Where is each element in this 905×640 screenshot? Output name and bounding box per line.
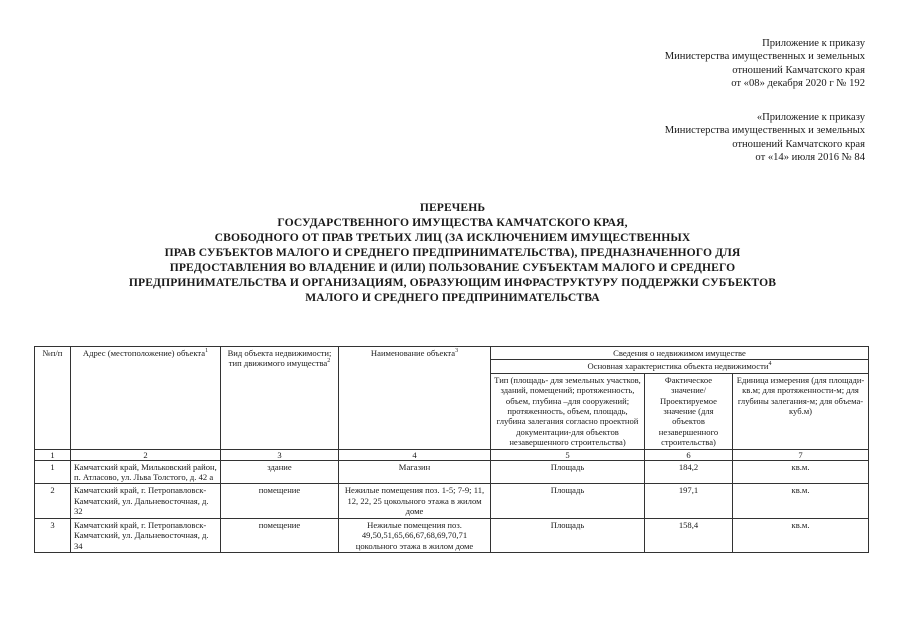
title-line: ГОСУДАРСТВЕННОГО ИМУЩЕСТВА КАМЧАТСКОГО КРАЯ,	[277, 216, 628, 229]
property-registry-table	[34, 346, 869, 553]
row-object-kind: помещение	[221, 518, 339, 552]
header-property-info: Сведения о недвижимом имуществе	[491, 347, 869, 360]
row-object-name: Нежилые помещения поз. 49,50,51,65,66,67,68,69,70,71 цокольного этажа в жилом доме	[339, 518, 491, 552]
row-value: 158,4	[645, 518, 733, 552]
column-number: 4	[339, 449, 491, 460]
title-line: СВОБОДНОГО ОТ ПРАВ ТРЕТЬИХ ЛИЦ (ЗА ИСКЛЮЧЕНИЕМ ИМУЩЕСТВЕННЫХ	[214, 231, 691, 244]
row-unit: кв.м.	[733, 460, 869, 484]
column-number: 6	[645, 449, 733, 460]
column-numbers-row	[35, 449, 869, 460]
table-row	[35, 518, 869, 552]
title-line: ПРАВ СУБЪЕКТОВ МАЛОГО И СРЕДНЕГО ПРЕДПРИНИМАТЕЛЬСТВА), ПРЕДНАЗНАЧЕННОГО ДЛЯ	[164, 246, 741, 259]
appendix-line: Министерства имущественных и земельных	[664, 125, 865, 137]
row-num: 1	[35, 460, 71, 484]
row-address: Камчатский край, г. Петропавловск-Камчатский, ул. Дальневосточная, д. 34	[71, 518, 221, 552]
title-line: ПРЕДОСТАВЛЕНИЯ ВО ВЛАДЕНИЕ И (ИЛИ) ПОЛЬЗОВАНИЕ СУБЪЕКТАМ МАЛОГО И СРЕДНЕГО	[169, 261, 736, 274]
row-object-kind: помещение	[221, 484, 339, 518]
table-row	[35, 460, 869, 484]
row-object-name: Нежилые помещения поз. 1-5; 7-9; 11, 12, 22, 25 цокольного этажа в жилом доме	[339, 484, 491, 518]
row-unit: кв.м.	[733, 484, 869, 518]
header-object-name: Наименование объекта$^3$	[339, 347, 491, 450]
row-num: 3	[35, 518, 71, 552]
column-number: 5	[491, 449, 645, 460]
row-address: Камчатский край, Мильковский район, п. Атласово, ул. Льва Толстого, д. 42 а	[71, 460, 221, 484]
header-main-characteristic: Основная характеристика объекта недвижимости$^4$	[491, 360, 869, 373]
title-line: ПЕРЕЧЕНЬ	[419, 201, 486, 214]
appendix-line: Приложение к приказу	[762, 38, 865, 49]
row-characteristic-type: Площадь	[491, 460, 645, 484]
column-number: 1	[35, 449, 71, 460]
appendix-current-order	[665, 37, 865, 91]
header-characteristic-type: Тип (площадь- для земельных участков, зданий, помещений; протяженность, объем, глубина –для сооружений; протяженность, объем, площадь, глубина залегания согласно проектной документации-для объектов незавершенного строительства)	[491, 373, 645, 449]
row-value: 197,1	[645, 484, 733, 518]
table-header-row	[35, 347, 869, 360]
appendix-line: от «08» декабря 2020 г № 192	[731, 78, 865, 90]
title-line: МАЛОГО И СРЕДНЕГО ПРЕДПРИНИМАТЕЛЬСТВА	[305, 291, 600, 304]
header-unit: Единица измерения (для площади- кв.м; для протяженности-м; для глубины залегания-м; для объема- куб.м)	[733, 373, 869, 449]
header-num: №п/п	[35, 347, 71, 450]
row-num: 2	[35, 484, 71, 518]
title-line: ПРЕДПРИНИМАТЕЛЬСТВА И ОРГАНИЗАЦИЯМ, ОБРАЗУЮЩИМ ИНФРАСТРУКТУРУ ПОДДЕРЖКИ СУБЪЕКТОВ	[128, 276, 777, 289]
row-object-kind: здание	[221, 460, 339, 484]
appendix-line: от «14» июля 2016 № 84	[755, 152, 865, 164]
row-object-name: Магазин	[339, 460, 491, 484]
appendix-line: Министерства имущественных и земельных	[664, 51, 865, 63]
row-value: 184,2	[645, 460, 733, 484]
appendix-line: отношений Камчатского края	[732, 138, 865, 150]
row-characteristic-type: Площадь	[491, 518, 645, 552]
row-address: Камчатский край, г. Петропавловск-Камчатский, ул. Дальневосточная, д. 32	[71, 484, 221, 518]
column-number: 7	[733, 449, 869, 460]
row-characteristic-type: Площадь	[491, 484, 645, 518]
header-address: Адрес (местоположение) объекта$^1$	[71, 347, 221, 450]
column-number: 3	[221, 449, 339, 460]
table-row	[35, 484, 869, 518]
document-title	[20, 200, 885, 305]
appendix-previous-order	[665, 111, 865, 165]
row-unit: кв.м.	[733, 518, 869, 552]
header-actual-value: Фактическое значение/Проектируемое значение (для объектов незавершенного строительства)	[645, 373, 733, 449]
appendix-line: «Приложение к приказу	[756, 112, 865, 123]
header-object-kind: Вид объекта недвижимости; тип движимого имущества$^2$	[221, 347, 339, 450]
column-number: 2	[71, 449, 221, 460]
appendix-line: отношений Камчатского края	[732, 64, 865, 76]
